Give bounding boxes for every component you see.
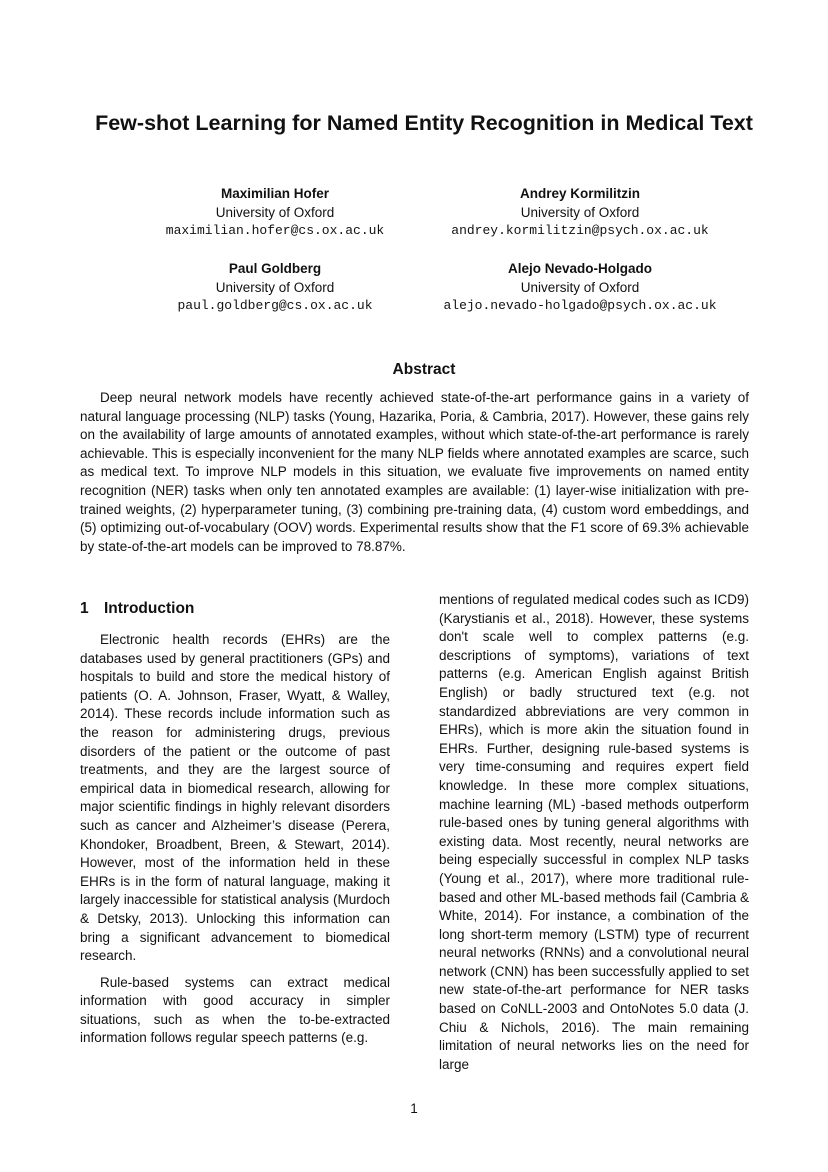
author-name: Maximilian Hofer [220, 186, 330, 201]
author-email: alejo.nevado-holgado@psych.ox.ac.uk [443, 298, 717, 313]
section-title: Introduction [104, 600, 195, 617]
author-affiliation: University of Oxford [520, 204, 640, 220]
author-block [400, 185, 760, 241]
author-name: Andrey Kormilitzin [519, 186, 640, 201]
left-column [80, 598, 390, 1056]
author-block [110, 185, 440, 241]
body-paragraph: Rule-based systems can extract medical information with good accuracy in simpler situations, such as when the to-be-extracted information follows regular speech patterns (e.g. [80, 974, 390, 1046]
right-column [439, 591, 749, 1082]
author-name: Paul Goldberg [228, 261, 322, 276]
author-block [400, 260, 760, 316]
author-email: maximilian.hofer@cs.ox.ac.uk [165, 223, 385, 238]
abstract-text: Deep neural network models have recently achieved state-of-the-art performance gains in a variety of natural language processing (NLP) tasks (Young, Hazarika, Poria, & Cambria, 2017). However, these gains rely on the availability of large amounts of annotated examples, without which state-of-the-art performance is rarely achievable. This is especially inconvenient for the many NLP fields where annotated examples are scarce, such as medical text. To improve NLP models in this situation, we evaluate five improvements on named entity recognition (NER) tasks when only ten annotated examples are available: (1) layer-wise initialization with pre-trained weights, (2) hyperparameter tuning, (3) combining pre-training data, (4) custom word embeddings, and (5) optimizing out-of-vocabulary (OOV) words. Experimental results show that the F1 score of 69.3% achievable by state-of-the-art models can be improved to 78.87%. [80, 390, 749, 554]
author-affiliation: University of Oxford [215, 279, 335, 295]
author-block [110, 260, 440, 316]
author-affiliation: University of Oxford [520, 279, 640, 295]
author-name: Alejo Nevado-Holgado [507, 261, 652, 276]
author-email: andrey.kormilitzin@psych.ox.ac.uk [451, 223, 709, 238]
author-email: paul.goldberg@cs.ox.ac.uk [177, 298, 373, 313]
paper-title: Few-shot Learning for Named Entity Recognition in Medical Text [95, 111, 753, 135]
section-number: 1 [80, 600, 89, 617]
abstract-heading: Abstract [392, 361, 456, 378]
body-paragraph: Electronic health records (EHRs) are the databases used by general practitioners (GPs) and hospitals to build and store the medical history of patients (O. A. Johnson, Fraser, Wyatt, & Walley, 2014). These records include information such as the reason for administering drugs, previous disorders of the patient or the outcome of past treatments, and they are the largest source of empirical data in biomedical research, allowing for major scientific findings in highly relevant disorders such as cancer and Alzheimer’s disease (Perera, Khondoker, Broadbent, Breen, & Stewart, 2014). However, most of the information held in these EHRs is in the form of natural language, making it largely inaccessible for statistical analysis (Murdoch & Detsky, 2013). Unlocking this information can bring a significant advancement to biomedical research. [80, 632, 390, 964]
author-affiliation: University of Oxford [215, 204, 335, 220]
section-heading [80, 598, 390, 620]
page-number: 1 [410, 1101, 418, 1116]
body-paragraph: mentions of regulated medical codes such as ICD9) (Karystianis et al., 2018). However, these systems don't scale well to complex patterns (e.g. descriptions of symptoms), variations of text patterns (e.g. American English against British English) or badly structured text (e.g. not standardized abbreviations are very common in EHRs), which is more akin the situation found in EHRs. Further, designing rule-based systems is very time-consuming and requires expert field knowledge. In these more complex situations, machine learning (ML) -based methods outperform rule-based ones by tuning general algorithms with existing data. Most recently, neural networks are being especially successful in complex NLP tasks (Young et al., 2017), where more traditional rule-based and other ML-based methods fail (Cambria & White, 2014). For instance, a combination of the long short-term memory (LSTM) type of recurrent neural networks (RNNs) and a convolutional neural network (CNN) has been successfully applied to set new state-of-the-art performance for NER tasks based on CoNLL-2003 and OntoNotes 5.0 data (J. Chiu & Nichols, 2016). The main remaining limitation of neural networks lies on the need for large [439, 592, 749, 1072]
